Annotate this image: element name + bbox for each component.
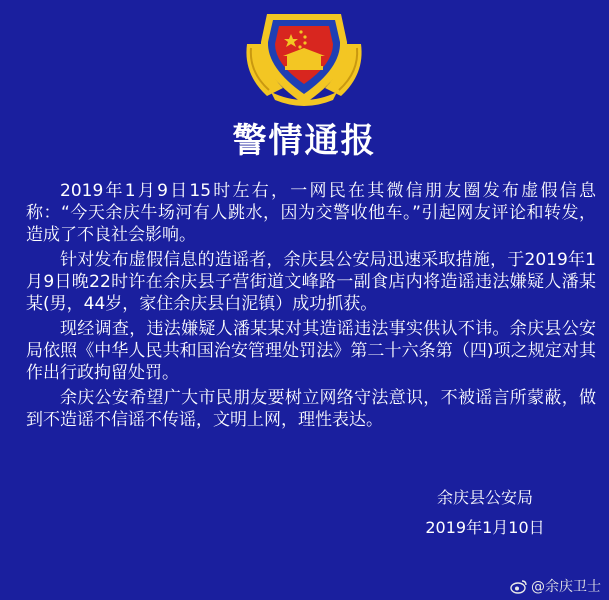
paragraph: 2019年1月9日15时左右，一网民在其微信朋友圈发布虚假信息称：“今天余庆牛场河有人跳水，因为交警收他车。”引起网友评论和转发，造成了不良社会影响。 bbox=[26, 181, 596, 245]
notice-body bbox=[26, 180, 596, 434]
signature-org: 余庆县公安局 bbox=[436, 488, 533, 507]
weibo-icon bbox=[510, 579, 528, 594]
watermark bbox=[510, 576, 601, 596]
paragraph: 现经调查，违法嫌疑人潘某某对其造谣违法事实供认不讳。余庆县公安局依照《中华人民共和国治安管理处罚法》第二十六条第（四)项之规定对其作出行政拘留处罚。 bbox=[26, 319, 596, 383]
signature-date: 2019年1月10日 bbox=[425, 518, 545, 537]
paragraph: 余庆公安希望广大市民朋友要树立网络守法意识，不被谣言所蒙蔽，做到不造谣不信谣不传谣，文明上网，理性表达。 bbox=[26, 388, 596, 430]
police-emblem-icon bbox=[237, 4, 371, 108]
page-title: 警情通报 bbox=[232, 121, 377, 161]
paragraph: 针对发布虚假信息的造谣者，余庆县公安局迅速采取措施，于2019年1月9日晚22时许在余庆县子营街道文峰路一副食店内将造谣违法嫌疑人潘某某(男，44岁，家住余庆县白泥镇）成功抓获。 bbox=[26, 250, 596, 314]
watermark-text: @余庆卫士 bbox=[531, 579, 601, 595]
